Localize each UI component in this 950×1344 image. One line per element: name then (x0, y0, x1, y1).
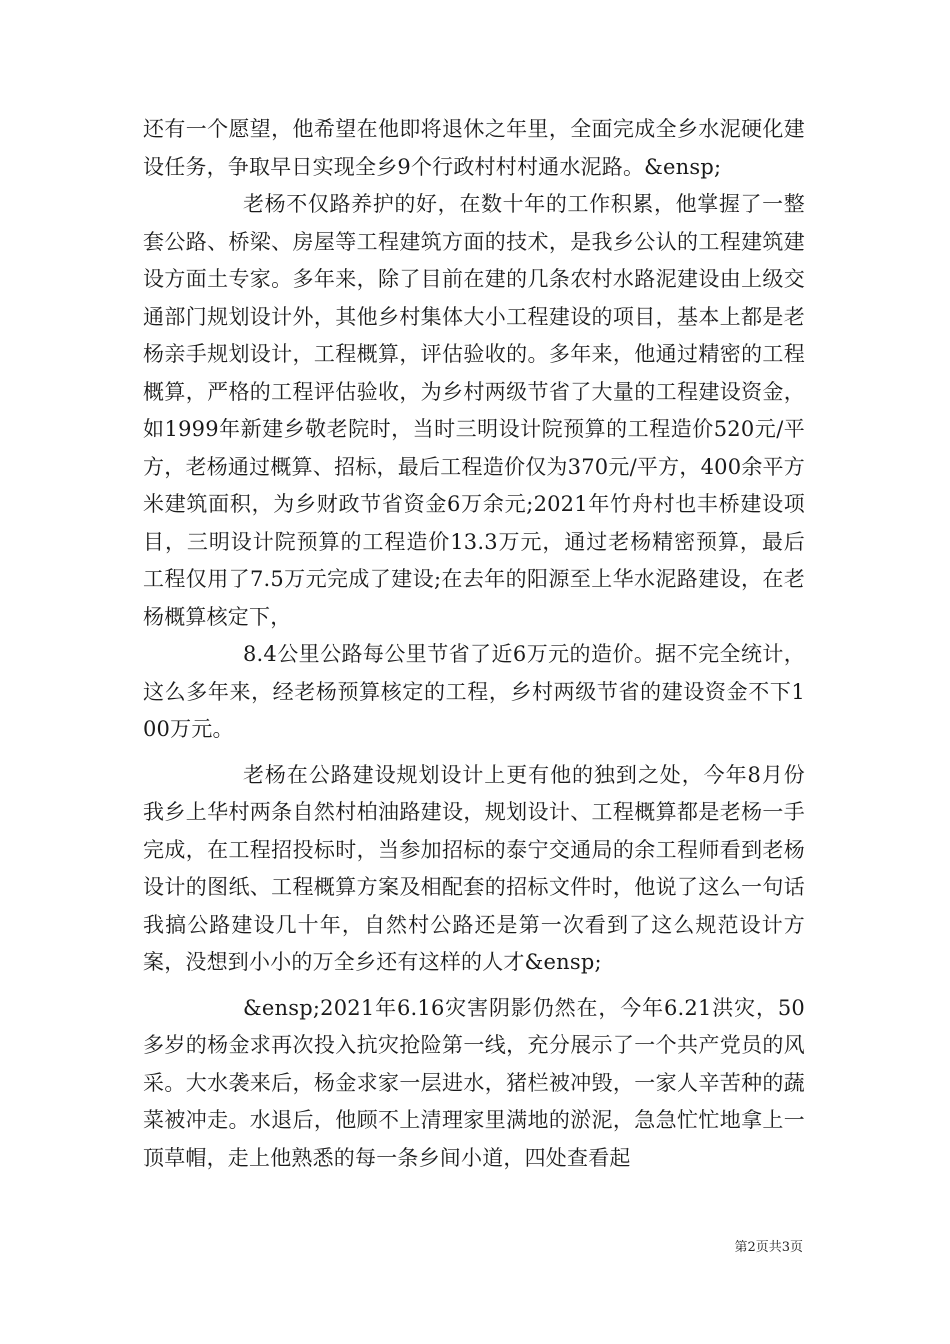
paragraph-5: &ensp;2021年6.16灾害阴影仍然在，今年6.21洪灾，50多岁的杨金求再次投入抗灾抢险第一线，充分展示了一个共产党员的风采。大水袭来后，杨金求家一层进水，猪栏被冲毁，一家人辛苦种的蔬菜被冲走。水退后，他顾不上清理家里满地的淤泥，急急忙忙地拿上一顶草帽，走上他熟悉的每一条乡间小道，四处查看起 (143, 995, 805, 1170)
paragraph-1: 还有一个愿望，他希望在他即将退休之年里，全面完成全乡水泥硬化建设任务，争取早日实现全乡9个行政村村村通水泥路。&ensp; (143, 117, 805, 179)
paragraph-4: 老杨在公路建设规划设计上更有他的独到之处，今年8月份我乡上华村两条自然村柏油路建设，规划设计、工程概算都是老杨一手完成，在工程招投标时，当参加招标的泰宁交通局的余工程师看到老杨设计的图纸、工程概算方案及相配套的招标文件时，他说了这么一句话我搞公路建设几十年，自然村公路还是第一次看到了这么规范设计方案，没想到小小的万全乡还有这样的人才&ensp; (143, 762, 805, 974)
paragraph-2: 老杨不仅路养护的好，在数十年的工作积累，他掌握了一整套公路、桥梁、房屋等工程建筑方面的技术，是我乡公认的工程建筑建设方面土专家。多年来，除了目前在建的几条农村水路泥建设由上级交通部门规划设计外，其他乡村集体大小工程建设的项目，基本上都是老杨亲手规划设计，工程概算，评估验收的。多年来，他通过精密的工程概算，严格的工程评估验收，为乡村两级节省了大量的工程建设资金，如1999年新建乡敬老院时，当时三明设计院预算的工程造价520元/平方，老杨通过概算、招标，最后工程造价仅为370元/平方，400余平方米建筑面积，为乡财政节省资金6万余元;2021年竹舟村也丰桥建设项目，三明设计院预算的工程造价13.3万元，通过老杨精密预算，最后工程仅用了7.5万元完成了建设;在去年的阳源至上华水泥路建设，在老杨概算核定下， (143, 192, 805, 629)
document-body (143, 111, 805, 1177)
paragraph-3: 8.4公里公路每公里节省了近6万元的造价。据不完全统计，这么多年来，经老杨预算核定的工程，乡村两级节省的建设资金不下100万元。 (143, 642, 805, 741)
page-footer (0, 1236, 950, 1255)
page-number: 第2页共3页 (734, 1240, 803, 1255)
